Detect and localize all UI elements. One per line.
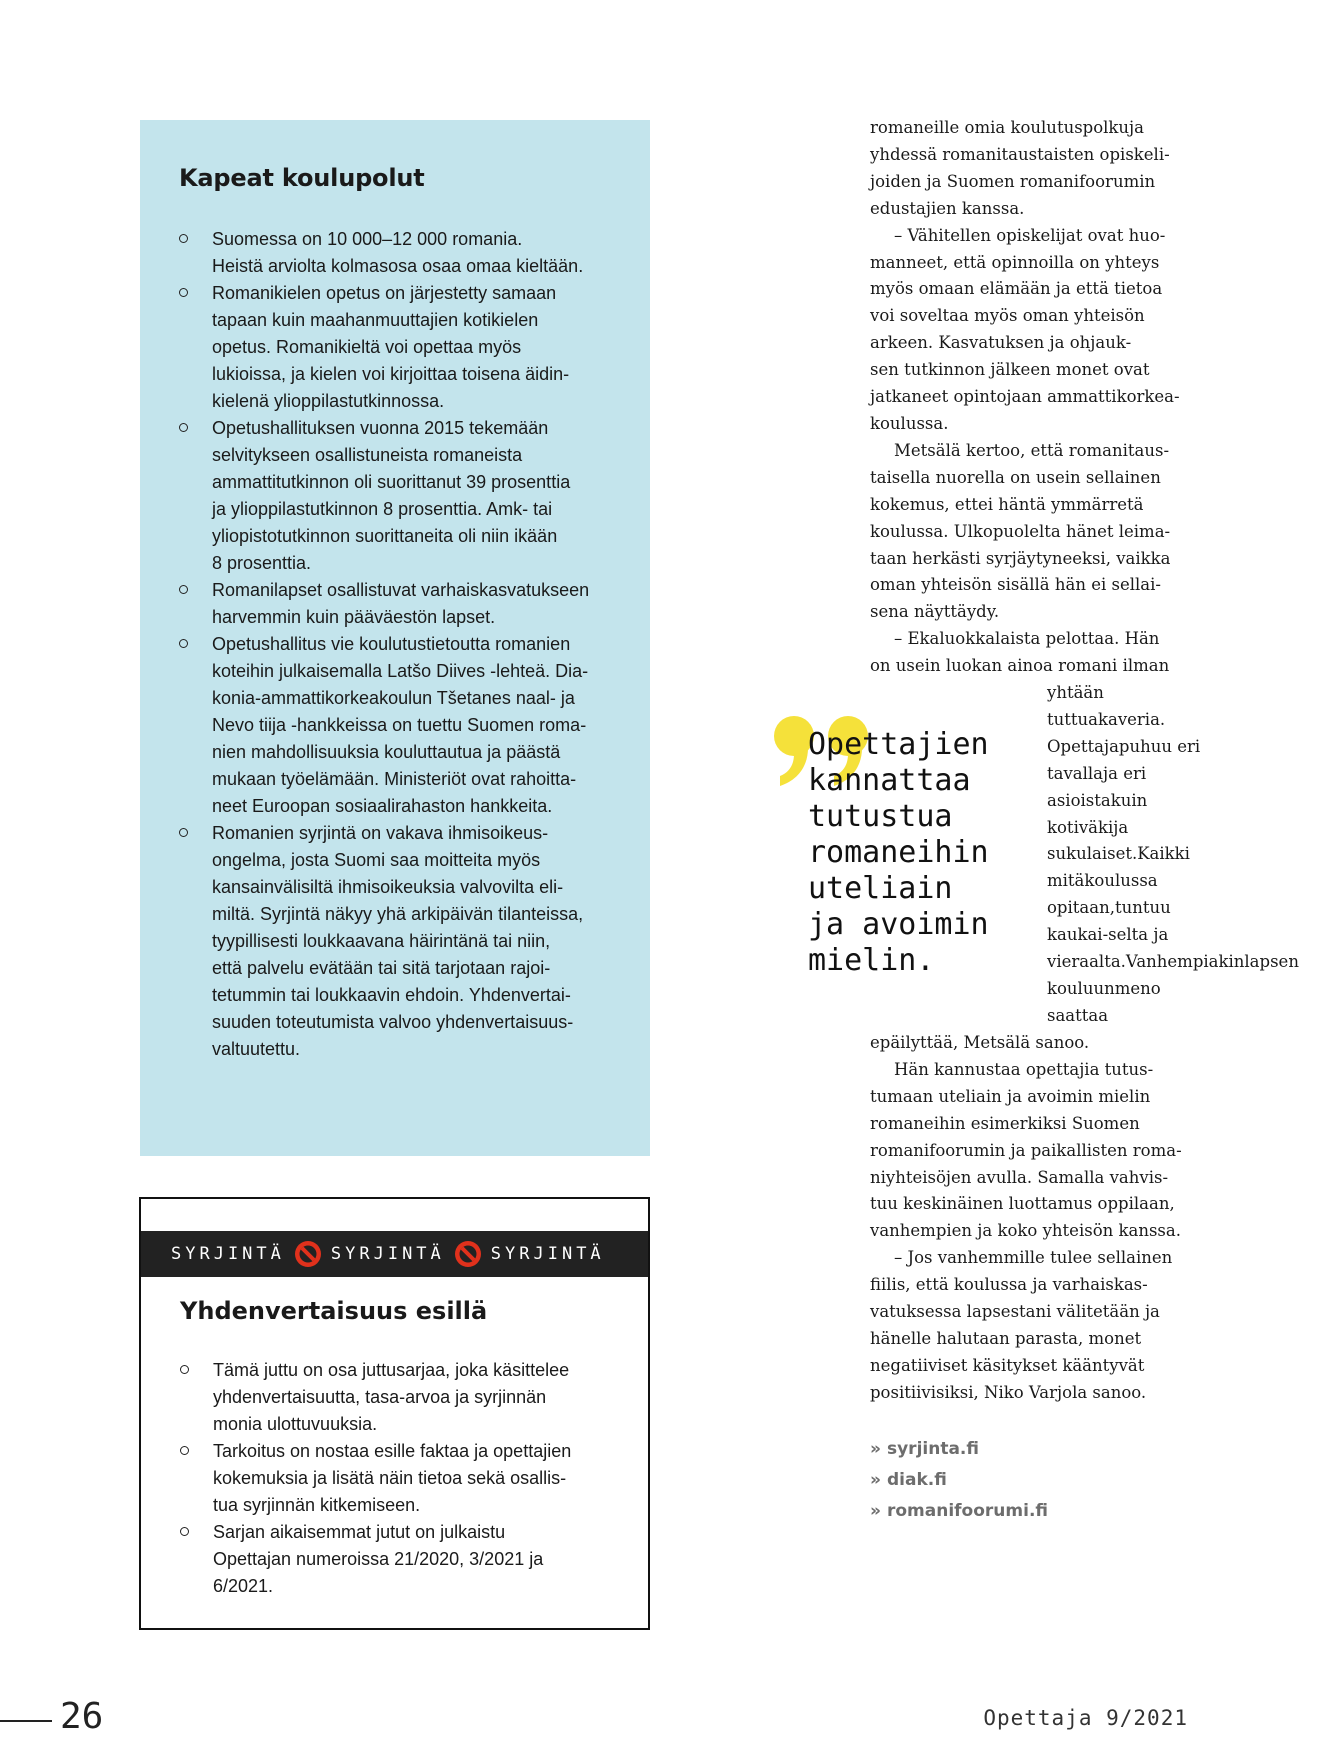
link-item[interactable] [870, 1496, 1048, 1527]
magazine-issue: Opettaja 9/2021 [983, 1706, 1188, 1730]
list-item-line: opetus. Romanikieltä voi opettaa myös [212, 337, 522, 357]
text-line: manneet, että opinnoilla on yhteys [870, 252, 1160, 272]
list-item-line: Tarkoitus on nostaa esille faktaa ja opettajien [213, 1441, 572, 1461]
bullet-circle-icon [179, 288, 188, 297]
text-line: Hän kannustaa opettajia tutus- [894, 1059, 1154, 1079]
list-item-line: suuden toteutumista valvoo yhdenvertaisuus- [212, 1012, 574, 1032]
text-line: ja eri asioista [1047, 763, 1147, 810]
text-line: arkeen. Kasvatuksen ja ohjauk- [870, 333, 1132, 353]
list-item-line: kokemuksia ja lisätä näin tietoa sekä osallis- [213, 1468, 567, 1488]
text-line: lapsen kouluun [1047, 952, 1299, 998]
link-text[interactable]: diak.fi [886, 1470, 947, 1490]
text-line: tumaan uteliain ja avoimin mielin [870, 1086, 1151, 1106]
text-line: Kaikki mitä [1047, 844, 1190, 891]
article-text-bottom [870, 1030, 1210, 1407]
text-line: koulussa. Ulkopuolelta hänet leima- [870, 521, 1171, 541]
list-item-line: kansainvälisiltä ihmisoikeuksia valvovilta eli- [212, 877, 564, 897]
bullet-circle-icon [180, 1365, 189, 1374]
fact-box-title: Kapeat koulupolut [179, 164, 425, 192]
pull-quote [808, 727, 1028, 979]
list-item [179, 820, 610, 1063]
list-item-line: Tämä juttu on osa juttusarjaa, joka käsittelee [213, 1360, 570, 1380]
text-line: fiilis, että koulussa ja varhaiskas- [870, 1275, 1148, 1295]
text-line: taisella nuorella on usein sellainen [870, 467, 1161, 487]
text-line: myös omaan elämään ja että tietoa [870, 279, 1163, 299]
list-item [180, 1519, 620, 1600]
text-line: romaneihin esimerkiksi Suomen [870, 1113, 1140, 1133]
link-item[interactable] [870, 1434, 1048, 1465]
text-line: romaneille omia koulutuspolkuja [870, 118, 1145, 137]
footer-rule [0, 1720, 52, 1722]
bullet-circle-icon [179, 234, 188, 243]
banner-word: SYRJINTÄ [171, 1244, 285, 1264]
text-line: kaveria. Opettaja [1047, 709, 1166, 756]
list-item-line: 6/2021. [213, 1576, 274, 1596]
text-line: voi soveltaa myös oman yhteisön [870, 306, 1145, 326]
list-item [179, 280, 610, 415]
series-info-box [139, 1197, 650, 1630]
text-line: kokemus, ettei häntä ymmärretä [870, 494, 1144, 514]
series-box-list [180, 1357, 620, 1600]
article-text-top [870, 115, 1210, 680]
text-line: yhdessä romanitaustaisten opiskeli- [870, 144, 1170, 164]
text-line: selta ja vieraalta. [1047, 925, 1169, 972]
text-line: kuin kotiväki [1047, 790, 1148, 837]
list-item-line: tyypillisesti loukkaavana häirintänä tai niin, [212, 931, 551, 951]
fact-box-list [179, 226, 610, 1063]
list-item-line: Opetushallituksen vuonna 2015 tekemään [212, 418, 549, 438]
text-line: tutustua [808, 799, 953, 834]
list-item [179, 226, 610, 280]
bullet-circle-icon [179, 423, 188, 432]
list-item-line: Nevo tiija -hankkeissa on tuettu Suomen roma- [212, 715, 587, 735]
banner-word: SYRJINTÄ [490, 1244, 605, 1264]
text-line: hänelle halutaan parasta, monet [870, 1328, 1142, 1348]
bullet-circle-icon [179, 585, 188, 594]
text-line: – Vähitellen opiskelijat ovat huo- [894, 225, 1166, 245]
bullet-circle-icon [179, 639, 188, 648]
text-line: Vanhempiakin [1125, 952, 1245, 972]
text-line: Metsälä kertoo, että romanitaus- [894, 440, 1170, 460]
text-line: oman yhteisön sisällä hän ei sellai- [870, 575, 1161, 595]
arrow-icon: » [870, 1501, 881, 1521]
text-line: edustajien kanssa. [870, 198, 1025, 218]
bullet-circle-icon [180, 1446, 189, 1455]
list-item-line: tua syrjinnän kitkemiseen. [213, 1495, 421, 1515]
text-line: negatiiviset käsitykset kääntyvät [870, 1355, 1145, 1375]
text-line: meno saattaa [1047, 978, 1161, 1025]
text-line: ja avoimin [808, 907, 989, 942]
text-line: vanhempien ja koko yhteisön kanssa. [870, 1221, 1181, 1241]
list-item-line: yhdenvertaisuutta, tasa-arvoa ja syrjinnän [213, 1387, 547, 1407]
text-line: vatuksessa lapsestani välitetään ja [870, 1302, 1160, 1322]
text-line: koulussa opitaan, [1047, 871, 1158, 918]
list-item-line: Suomessa on 10 000–12 000 romania. [212, 229, 523, 249]
list-item-line: nien mahdollisuuksia kouluttautua ja päästä [212, 742, 561, 762]
list-item-line: monia ulottuvuuksia. [213, 1414, 378, 1434]
link-text[interactable]: romanifoorumi.fi [886, 1501, 1049, 1521]
text-line: – Ekaluokkalaista pelottaa. Hän [894, 629, 1160, 649]
list-item-line: tapaan kuin maahanmuuttajien kotikielen [212, 310, 539, 330]
list-item-line: Romanilapset osallistuvat varhaiskasvatukseen [212, 580, 590, 600]
list-item-line: ja ylioppilastutkinnon 8 prosenttia. Amk- tai [212, 499, 553, 519]
text-line: ja sukulaiset. [1047, 817, 1138, 864]
prohibition-icon [293, 1239, 323, 1269]
discrimination-banner [141, 1231, 648, 1277]
list-item [180, 1357, 620, 1438]
bullet-circle-icon [179, 828, 188, 837]
arrow-icon: » [870, 1439, 881, 1459]
link-item[interactable] [870, 1465, 1048, 1496]
text-line: – Jos vanhemmille tulee sellainen [894, 1248, 1173, 1268]
text-line: on usein luokan ainoa romani ilman [870, 656, 1170, 676]
list-item [179, 577, 610, 631]
list-item-line: selvitykseen osallistuneista romaneista [212, 445, 523, 465]
list-item-line: konia-ammattikorkeakoulun Tšetanes naal- ja [212, 688, 575, 708]
fact-box-narrow-school-paths [140, 120, 650, 1156]
text-line: koulussa. [870, 413, 949, 433]
text-line: kannattaa [808, 763, 971, 798]
text-line: positiivisiksi, Niko Varjola sanoo. [870, 1382, 1147, 1402]
text-line: tuntuu kaukai- [1047, 898, 1171, 945]
list-item-line: ongelma, josta Suomi saa moitteita myös [212, 850, 541, 870]
list-item [179, 415, 610, 577]
text-line: tuu keskinäinen luottamus oppilaan, [870, 1194, 1175, 1214]
text-line: yhtään tuttua [1047, 683, 1104, 729]
prohibition-icon [453, 1239, 483, 1269]
text-line: mielin. [808, 943, 935, 978]
text-line: romanifoorumin ja paikallisten roma- [870, 1140, 1182, 1160]
banner-word: SYRJINTÄ [330, 1244, 445, 1264]
text-line: romaneihin [808, 835, 989, 870]
article-text-wrapped [1047, 680, 1299, 1030]
list-item [180, 1438, 620, 1519]
text-line: jatkaneet opintojaan ammattikorkea- [870, 387, 1180, 407]
list-item-line: kielenä ylioppilastutkinnossa. [212, 391, 445, 411]
text-line: Opettajien [808, 727, 989, 762]
text-line: niyhteisöjen avulla. Samalla vahvis- [870, 1167, 1169, 1187]
list-item-line: Sarjan aikaisemmat jutut on julkaistu [213, 1522, 506, 1542]
page-number: 26 [60, 1696, 104, 1737]
text-line: sen tutkinnon jälkeen monet ovat [870, 360, 1150, 380]
text-line: taan herkästi syrjäytyneeksi, vaikka [870, 548, 1171, 568]
arrow-icon: » [870, 1470, 881, 1490]
list-item-line: Heistä arviolta kolmasosa osaa omaa kieltään. [212, 256, 584, 276]
related-links [870, 1434, 1048, 1527]
list-item-line: Romanien syrjintä on vakava ihmisoikeus- [212, 823, 549, 843]
list-item-line: neet Euroopan sosiaalirahaston hankkeita. [212, 796, 553, 816]
list-item-line: Opettajan numeroissa 21/2020, 3/2021 ja [213, 1549, 544, 1569]
list-item-line: yliopistotutkinnon suorittaneita oli niin ikään [212, 526, 558, 546]
list-item-line: ammattitutkinnon oli suorittanut 39 prosenttia [212, 472, 571, 492]
list-item-line: että palvelu evätään tai sitä tarjotaan rajoi- [212, 958, 551, 978]
list-item-line: valtuutettu. [212, 1039, 301, 1059]
list-item-line: Opetushallitus vie koulutustietoutta romanien [212, 634, 571, 654]
bullet-circle-icon [180, 1527, 189, 1536]
text-line: puhuu eri tavalla [1047, 736, 1201, 783]
text-line: epäilyttää, Metsälä sanoo. [870, 1033, 1090, 1052]
link-text[interactable]: syrjinta.fi [886, 1439, 979, 1459]
list-item-line: lukioissa, ja kielen voi kirjoittaa toisena äidin- [212, 364, 570, 384]
list-item-line: 8 prosenttia. [212, 553, 312, 573]
list-item-line: miltä. Syrjintä näkyy yhä arkipäivän tilanteissa, [212, 904, 584, 924]
list-item-line: koteihin julkaisemalla Latšo Diives -lehteä. Dia- [212, 661, 589, 681]
text-line: joiden ja Suomen romanifoorumin [870, 171, 1156, 191]
list-item-line: mukaan työelämään. Ministeriöt ovat rahoitta- [212, 769, 577, 789]
text-line: sena näyttäydy. [870, 602, 1000, 622]
text-line: uteliain [808, 871, 953, 906]
list-item-line: tetummin tai loukkaavin ehdoin. Yhdenvertai- [212, 985, 571, 1005]
list-item [179, 631, 610, 820]
series-box-title: Yhdenvertaisuus esillä [180, 1297, 488, 1325]
list-item-line: harvemmin kuin pääväestön lapset. [212, 607, 496, 627]
list-item-line: Romanikielen opetus on järjestetty samaan [212, 283, 557, 303]
